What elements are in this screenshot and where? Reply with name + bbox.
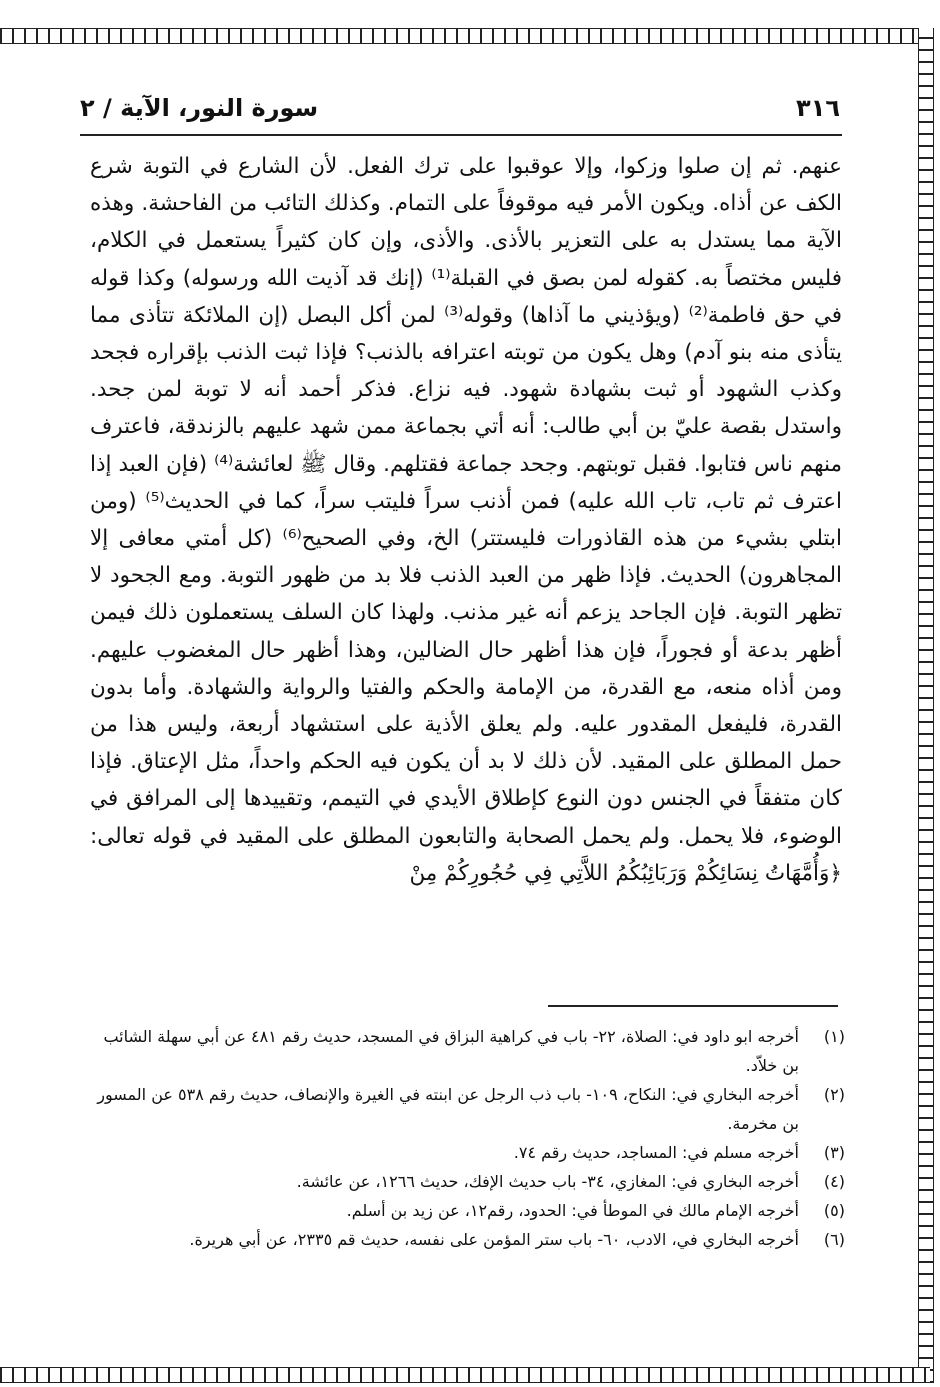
header-divider: [80, 134, 842, 136]
main-text: [90, 148, 842, 892]
footnote-number: (٢): [823, 1085, 845, 1104]
footnote-number: (٥): [823, 1201, 845, 1220]
footnote-item: [95, 1196, 845, 1225]
decorative-border-top: [0, 28, 930, 44]
footnote-number: (٤): [823, 1172, 845, 1191]
body-paragraph: عنهم. ثم إن صلوا وزكوا، وإلا عوقبوا على ترك الفعل. لأن الشارع في التوبة شرع الكف عن أذاه. ويكون الأمر فيه موقوفاً على التمام. وكذلك التائب من الفاحشة. وهذه الآية مما يستدل به على التعزير بالأذى. والأذى، وإن كان كثيراً يستعمل في الكلام، فليس مختصاً به. كقوله لمن بصق في القبلة⁽¹⁾ (إنك قد آذيت الله ورسوله) وكذا قوله في حق فاطمة⁽²⁾ (ويؤذيني ما آذاها) وقوله⁽³⁾ لمن أكل البصل (إن الملائكة تتأذى مما يتأذى منه بنو آدم) وهل يكون من توبته اعترافه بالذنب؟ فإذا ثبت الذنب بإقراره فجحد وكذب الشهود أو ثبت بشهادة شهود. فيه نزاع. فذكر أحمد أنه لا توبة لمن جحد. واستدل بقصة عليّ بن أبي طالب: أنه أتي بجماعة ممن شهد عليهم بالزندقة، فاعترف منهم ناس فتابوا. فقبل توبتهم. وجحد جماعة فقتلهم. وقال ﷺ لعائشة⁽⁴⁾ (فإن العبد إذا اعترف ثم تاب، تاب الله عليه) فمن أذنب سراً فليتب سراً، كما في الحديث⁽⁵⁾ (ومن ابتلي بشيء من هذه القاذورات فليستتر) الخ، وفي الصحيح⁽⁶⁾ (كل أمتي معافى إلا المجاهرون) الحديث. فإذا ظهر من العبد الذنب فلا بد من ظهور التوبة. ومع الجحود لا تظهر التوبة. فإن الجاحد يزعم أنه غير مذنب. ولهذا كان السلف يستعملون ذلك فيمن أظهر بدعة أو فجوراً، فإن هذا أظهر حال الضالين، وهذا أظهر حال المغضوب عليهم. ومن أذاه منعه، مع القدرة، من الإمامة والحكم والفتيا والرواية والشهادة. وأما بدون القدرة، فليفعل المقدور عليه. ولم يعلق الأذية على استشهاد أربعة، وليس هذا من حمل المطلق على المقيد. لأن ذلك لا بد أن يكون فيه الحكم واحداً، مثل الإعتاق. فإذا كان متفقاً في الجنس دون النوع كإطلاق الأيدي في التيمم، وتقييدها إلى المرافق في الوضوء، فلا يحمل. ولم يحمل الصحابة والتابعون المطلق على المقيد في قوله تعالى: ﴿وَأُمَّهَاتُ نِسَائِكُمْ وَرَبَائِبُكُمُ اللاَّتِي فِي حُجُورِكُمْ مِنْ: [90, 154, 843, 886]
footnote-text: أخرجه ابو داود في: الصلاة، ٢٢- باب في كراهية البزاق في المسجد، حديث رقم ٤٨١ عن أبي سهلة الشائب بن خلاّد.: [103, 1027, 799, 1075]
footnote-item: [95, 1080, 845, 1138]
footnote-number: (٣): [823, 1143, 845, 1162]
footnote-item: [95, 1138, 845, 1167]
footnote-text: أخرجه مسلم في: المساجد، حديث رقم ٧٤.: [513, 1143, 799, 1162]
footnote-number: (١): [823, 1027, 845, 1046]
page-number: ٣١٦: [796, 94, 840, 122]
footnote-text: أخرجه البخاري في، الادب، ٦٠- باب ستر المؤمن على نفسه، حديث قم ٢٣٣٥، عن أبي هريرة.: [189, 1230, 799, 1249]
footnote-item: [95, 1225, 845, 1254]
footnote-text: أخرجه البخاري في: النكاح، ١٠٩- باب ذب الرجل عن ابنته في الغيرة والإنصاف، حديث رقم ٥٣٨ عن المسور بن مخرمة.: [97, 1085, 799, 1133]
footnote-item: [95, 1167, 845, 1196]
decorative-border-bottom: [0, 1367, 930, 1383]
footnote-number: (٦): [823, 1230, 845, 1249]
running-title: سورة النور، الآية / ٢: [80, 94, 319, 122]
footnote-divider: [548, 1005, 838, 1007]
page-header: [80, 88, 840, 128]
footnote-text: أخرجه الإمام مالك في الموطأ في: الحدود، رقم١٢، عن زيد بن أسلم.: [346, 1201, 799, 1220]
footnotes: [95, 1022, 845, 1254]
decorative-border-right: [918, 28, 934, 1383]
footnote-item: [95, 1022, 845, 1080]
footnote-text: أخرجه البخاري في: المغازي، ٣٤- باب حديث الإفك، حديث ١٢٦٦، عن عائشة.: [296, 1172, 799, 1191]
